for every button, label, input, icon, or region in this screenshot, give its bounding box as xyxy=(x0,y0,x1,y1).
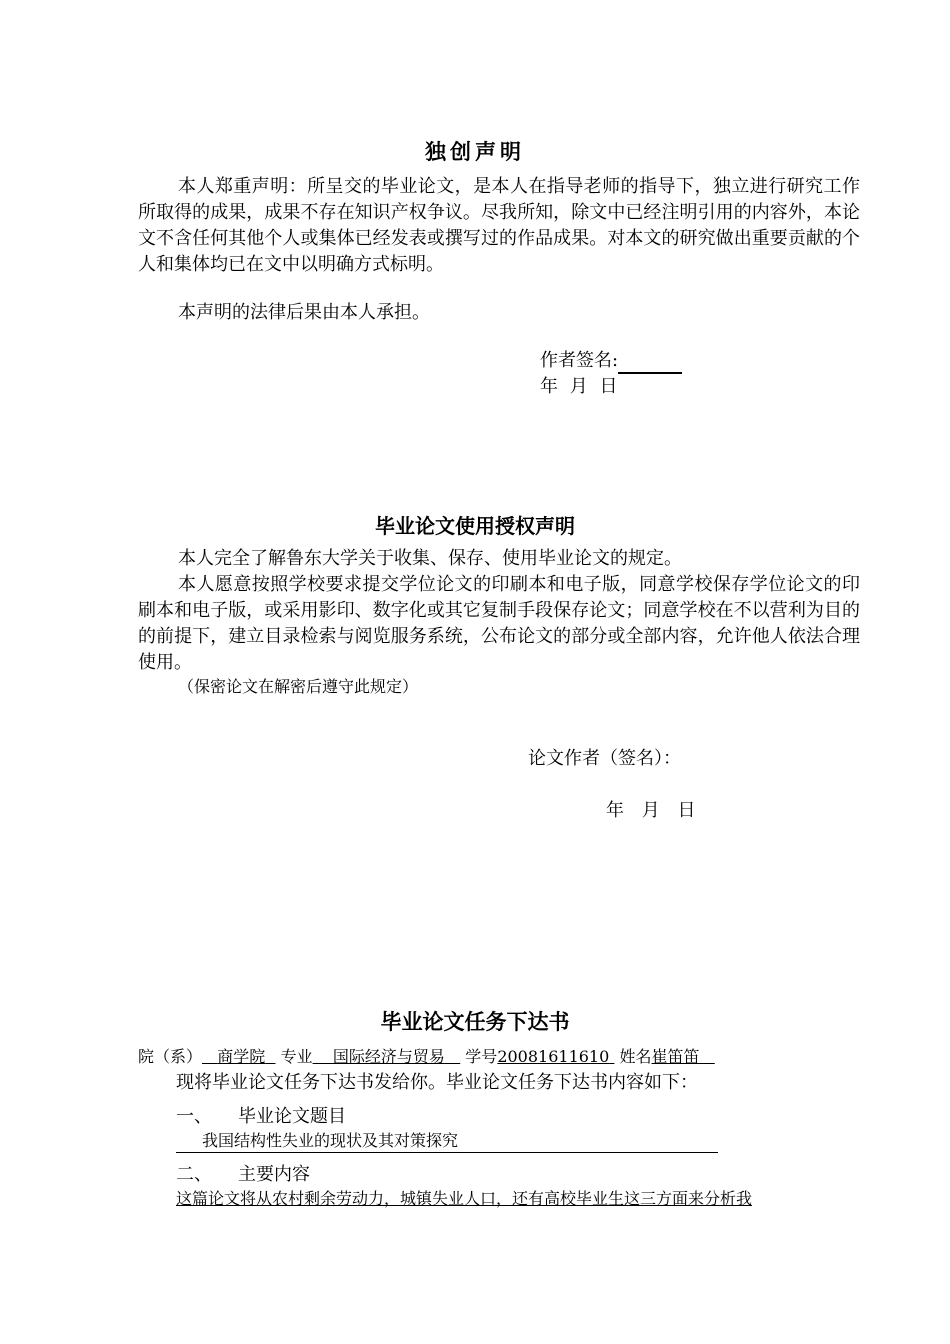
section1-label: 毕业论文题目 xyxy=(238,1106,346,1127)
major-value: 国际经济与贸易 xyxy=(332,1047,445,1066)
student-info-line xyxy=(138,1046,715,1068)
dept-label: 院（系） xyxy=(138,1047,203,1066)
section2-heading xyxy=(176,1162,310,1188)
declaration-date: 年 月 日 xyxy=(540,376,618,397)
signature-line xyxy=(618,354,682,374)
author-signature xyxy=(540,348,682,374)
declaration-liability: 本声明的法律后果由本人承担。 xyxy=(178,302,430,323)
declaration-body: 本人郑重声明：所呈交的毕业论文，是本人在指导老师的指导下，独立进行研究工作所取得的成果，成果不存在知识产权争议。尽我所知，除文中已经注明引用的内容外，本论文不含任何其他个人或集体已经发表或撰写过的作品成果。对本文的研究做出重要贡献的个人和集体均已在文中以明确方式标明。 xyxy=(138,176,860,275)
main-content-value: 这篇论文将从农村剩余劳动力，城镇失业人口，还有高校毕业生这三方面来分析我 xyxy=(176,1189,753,1208)
authorization-note: （保密论文在解密后遵守此规定） xyxy=(178,677,419,696)
declaration-title: 独创声明 xyxy=(425,140,525,164)
authorization-para2: 本人愿意按照学校要求提交学位论文的印刷本和电子版，同意学校保存学位论文的印刷本和电子版，或采用影印、数字化或其它复制手段保存论文；同意学校在不以营利为目的的前提下，建立目录检索与阅览服务系统，公布论文的部分或全部内容，允许他人依法合理使用。 xyxy=(138,574,860,673)
thesis-title-value: 我国结构性失业的现状及其对策探究 xyxy=(176,1130,718,1153)
authorization-signature: 论文作者（签名）： xyxy=(528,748,681,769)
id-value: 20081611610 xyxy=(497,1047,610,1066)
name-label: 姓名 xyxy=(619,1047,652,1066)
authorization-title: 毕业论文使用授权声明 xyxy=(375,514,575,538)
authorization-date: 年 月 日 xyxy=(606,800,696,821)
section2-label: 主要内容 xyxy=(238,1164,310,1185)
section2-number: 二、 xyxy=(176,1164,212,1185)
id-label: 学号 xyxy=(465,1047,498,1066)
name-value: 崔笛笛 xyxy=(651,1047,700,1066)
section1-number: 一、 xyxy=(176,1106,212,1127)
author-signature-label: 作者签名: xyxy=(540,350,619,371)
authorization-para1: 本人完全了解鲁东大学关于收集、保存、使用毕业论文的规定。 xyxy=(178,548,682,569)
section1-heading xyxy=(176,1104,346,1130)
major-label: 专业 xyxy=(280,1047,313,1066)
dept-value: 商学院 xyxy=(217,1047,266,1066)
assignment-title: 毕业论文任务下达书 xyxy=(380,1010,570,1034)
assignment-intro: 现将毕业论文任务下达书发给你。毕业论文任务下达书内容如下： xyxy=(176,1072,698,1093)
